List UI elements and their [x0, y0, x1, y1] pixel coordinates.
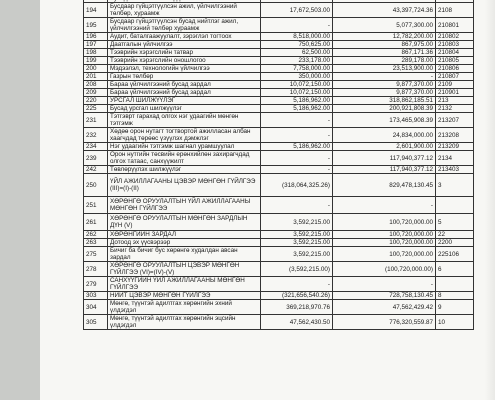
- amount-previous-cell: 200,921,808.39: [333, 105, 436, 113]
- amount-previous-cell: 47,562,429.42: [333, 300, 436, 315]
- row-number-cell: 209: [84, 89, 108, 97]
- row-code-cell: 8: [436, 292, 474, 300]
- amount-previous-cell: 318,862,185.51: [333, 97, 436, 105]
- row-label-cell: Бараа үйлчилгээний бусад зардал: [108, 81, 261, 89]
- amount-previous-cell: 173,465,908.39: [333, 113, 436, 128]
- row-number-cell: 239: [84, 151, 108, 166]
- amount-current-cell: 3,592,215.00: [261, 214, 333, 231]
- amount-previous-cell: 9,877,370.00: [333, 81, 436, 89]
- row-number-cell: 195: [84, 18, 108, 33]
- row-number-cell: 242: [84, 166, 108, 174]
- amount-previous-cell: 12,782,200.00: [333, 33, 436, 41]
- row-label-cell: УРСГАЛ ШИЛЖҮҮЛЭГ: [108, 97, 261, 105]
- cash-flow-table-body: [84, 0, 474, 330]
- row-label-cell: Бараа үйлчилгээний бусад зардал: [108, 89, 261, 97]
- row-number-cell: 305: [84, 315, 108, 330]
- amount-current-cell: -: [261, 128, 333, 143]
- row-label-cell: Тэтгэврт гарахад олгох нэг удаагийн мөнгөн тэтгэмж: [108, 113, 261, 128]
- amount-current-cell: -: [261, 277, 333, 292]
- row-code-cell: 213403: [436, 166, 474, 174]
- amount-previous-cell: 289,178.00: [333, 57, 436, 65]
- row-number-cell: 275: [84, 247, 108, 262]
- amount-previous-cell: 117,940,377.12: [333, 151, 436, 166]
- table-row: [84, 105, 474, 113]
- row-code-cell: 210805: [436, 57, 474, 65]
- row-code-cell: 210806: [436, 65, 474, 73]
- row-label-cell: Орон нутгийн төсвийн ерөнхийлөн захирагчдад олгох татаас, санхүүжилт: [108, 151, 261, 166]
- row-number-cell: 278: [84, 262, 108, 277]
- row-number-cell: 251: [84, 197, 108, 214]
- row-code-cell: 210804: [436, 49, 474, 57]
- table-row: [84, 97, 474, 105]
- row-label-cell: Даатгалын үйлчилгээ: [108, 41, 261, 49]
- table-row: [84, 49, 474, 57]
- amount-current-cell: -: [261, 113, 333, 128]
- amount-current-cell: -: [261, 18, 333, 33]
- amount-previous-cell: 100,720,000.00: [333, 231, 436, 239]
- row-code-cell: 213209: [436, 143, 474, 151]
- row-number-cell: 199: [84, 57, 108, 65]
- table-row: [84, 231, 474, 239]
- row-number-cell: 194: [84, 3, 108, 18]
- table-row: [84, 33, 474, 41]
- amount-current-cell: 233,178.00: [261, 57, 333, 65]
- amount-previous-cell: 100,720,000.00: [333, 239, 436, 247]
- amount-previous-cell: 2,601,900.00: [333, 143, 436, 151]
- amount-current-cell: 3,592,215.00: [261, 239, 333, 247]
- row-label-cell: Хөдөө орон нутагт тогтвортой ажилласан албан хаагчдад төрөөс үзүүлэх дэмжлэг: [108, 128, 261, 143]
- table-row: [84, 73, 474, 81]
- amount-previous-cell: 867,171.36: [333, 49, 436, 57]
- table-row: [84, 197, 474, 214]
- row-number-cell: 231: [84, 113, 108, 128]
- amount-current-cell: -: [261, 151, 333, 166]
- row-label-cell: ХӨРӨНГӨ ОРУУЛАЛТЫН МӨНГӨН ЗАРДЛЫН ДҮН (V): [108, 214, 261, 231]
- amount-current-cell: 10,072,150.00: [261, 89, 333, 97]
- row-code-cell: 22: [436, 231, 474, 239]
- row-label-cell: ХӨРӨНГИЙН ЗАРДАЛ: [108, 231, 261, 239]
- row-label-cell: ҮЙЛ АЖИЛЛАГААНЫ ЦЭВЭР МӨНГӨН ГҮЙЛГЭЭ (III)=(I)-(II): [108, 174, 261, 197]
- row-label-cell: Нэг удаагийн тэтгэмж шагнал урамшуулал: [108, 143, 261, 151]
- row-label-cell: Дотоод эх үүсвэрээр: [108, 239, 261, 247]
- row-label-cell: НИЙТ ЦЭВЭР МӨНГӨН ГҮЙЛГЭЭ: [108, 292, 261, 300]
- row-number-cell: 201: [84, 73, 108, 81]
- amount-current-cell: 17,672,503.00: [261, 3, 333, 18]
- table-row: [84, 128, 474, 143]
- row-label-cell: Бусдаар гүйцэтгүүлсэн ажил, үйлчилгээний төлбөр, хураамж: [108, 3, 261, 18]
- amount-current-cell: 350,000.00: [261, 73, 333, 81]
- amount-previous-cell: -: [333, 277, 436, 292]
- table-row: [84, 315, 474, 330]
- row-code-cell: 210801: [436, 18, 474, 33]
- table-row: [84, 89, 474, 97]
- table-row: [84, 18, 474, 33]
- row-number-cell: 263: [84, 239, 108, 247]
- row-code-cell: [436, 277, 474, 292]
- row-code-cell: 9: [436, 300, 474, 315]
- amount-previous-cell: 24,834,000.00: [333, 128, 436, 143]
- table-row: [84, 151, 474, 166]
- amount-previous-cell: 117,940,377.12: [333, 166, 436, 174]
- table-row: [84, 292, 474, 300]
- row-number-cell: 196: [84, 33, 108, 41]
- amount-current-cell: (321,656,540.26): [261, 292, 333, 300]
- row-number-cell: 303: [84, 292, 108, 300]
- row-label-cell: Мөнгө, түүнтэй адилтгах хөрөнгийн эцсийн үлдэгдэл: [108, 315, 261, 330]
- row-label-cell: ХӨРӨНГӨ ОРУУЛАЛТЫН ҮЙЛ АЖИЛЛАГААНЫ МӨНГӨН ГҮЙЛГЭЭ: [108, 197, 261, 214]
- amount-current-cell: -: [261, 166, 333, 174]
- row-code-cell: 6: [436, 262, 474, 277]
- amount-previous-cell: -: [333, 73, 436, 81]
- amount-current-cell: 5,186,962.00: [261, 143, 333, 151]
- row-code-cell: 2134: [436, 151, 474, 166]
- row-code-cell: 210901: [436, 89, 474, 97]
- row-number-cell: 304: [84, 300, 108, 315]
- row-label-cell: Бичиг ба бичиг бус хөрөнгө худалдан авсан зардал: [108, 247, 261, 262]
- row-number-cell: 234: [84, 143, 108, 151]
- row-number-cell: 198: [84, 49, 108, 57]
- row-code-cell: 2132: [436, 105, 474, 113]
- page-edge-shadow: [485, 0, 495, 400]
- row-code-cell: 210807: [436, 73, 474, 81]
- table-row: [84, 81, 474, 89]
- cash-flow-table: [83, 0, 474, 330]
- row-code-cell: 210803: [436, 41, 474, 49]
- amount-current-cell: (3,592,215.00): [261, 262, 333, 277]
- table-row: [84, 3, 474, 18]
- row-code-cell: 2200: [436, 239, 474, 247]
- row-code-cell: 3: [436, 174, 474, 197]
- row-code-cell: 10: [436, 315, 474, 330]
- table-row: [84, 65, 474, 73]
- amount-previous-cell: 100,720,000.00: [333, 214, 436, 231]
- row-code-cell: 210802: [436, 33, 474, 41]
- amount-current-cell: 3,592,215.00: [261, 247, 333, 262]
- row-number-cell: 262: [84, 231, 108, 239]
- amount-previous-cell: 100,720,000.00: [333, 247, 436, 262]
- amount-previous-cell: 5,077,300.00: [333, 18, 436, 33]
- row-label-cell: Төвлөрүүлэх шилжүүлэг: [108, 166, 261, 174]
- table-row: [84, 247, 474, 262]
- amount-current-cell: 8,518,000.00: [261, 33, 333, 41]
- table-row: [84, 262, 474, 277]
- table-row: [84, 143, 474, 151]
- row-code-cell: 5: [436, 214, 474, 231]
- table-row: [84, 239, 474, 247]
- amount-current-cell: 62,500.00: [261, 49, 333, 57]
- table-row: [84, 41, 474, 49]
- row-number-cell: 200: [84, 65, 108, 73]
- amount-previous-cell: 776,320,559.87: [333, 315, 436, 330]
- table-row: [84, 113, 474, 128]
- amount-current-cell: -: [261, 197, 333, 214]
- row-code-cell: 213208: [436, 128, 474, 143]
- amount-previous-cell: 43,397,724.36: [333, 3, 436, 18]
- table-row: [84, 174, 474, 197]
- row-number-cell: 197: [84, 41, 108, 49]
- amount-previous-cell: 728,758,130.45: [333, 292, 436, 300]
- amount-current-cell: 5,186,962.00: [261, 97, 333, 105]
- row-label-cell: Бусдаар гүйцэтгүүлсэн бусад нийтлэг ажил, үйлчилгээний төлбөр хураамж: [108, 18, 261, 33]
- amount-previous-cell: -: [333, 197, 436, 214]
- amount-previous-cell: 23,513,900.00: [333, 65, 436, 73]
- amount-current-cell: 10,072,150.00: [261, 81, 333, 89]
- amount-current-cell: 3,592,215.00: [261, 231, 333, 239]
- row-number-cell: 232: [84, 128, 108, 143]
- table-row: [84, 277, 474, 292]
- amount-current-cell: 47,562,430.50: [261, 315, 333, 330]
- row-code-cell: 225106: [436, 247, 474, 262]
- amount-previous-cell: 9,877,370.00: [333, 89, 436, 97]
- row-code-cell: [436, 197, 474, 214]
- amount-current-cell: 750,625.00: [261, 41, 333, 49]
- row-number-cell: 220: [84, 97, 108, 105]
- row-code-cell: 213207: [436, 113, 474, 128]
- row-label-cell: Тээврийн хэрэгслийн татвар: [108, 49, 261, 57]
- row-label-cell: ХӨРӨНГӨ ОРУУЛАЛТЫН ЦЭВЭР МӨНГӨН ГҮЙЛГЭЭ (VI)=(IV)-(V): [108, 262, 261, 277]
- amount-current-cell: (318,064,325.26): [261, 174, 333, 197]
- table-row: [84, 214, 474, 231]
- amount-previous-cell: 867,975.00: [333, 41, 436, 49]
- row-label-cell: САНХҮҮГИЙН ҮЙЛ АЖИЛЛАГААНЫ МӨНГӨН ГҮЙЛГЭЭ: [108, 277, 261, 292]
- amount-previous-cell: 829,478,130.45: [333, 174, 436, 197]
- amount-previous-cell: (100,720,000.00): [333, 262, 436, 277]
- row-code-cell: 2108: [436, 3, 474, 18]
- row-number-cell: 250: [84, 174, 108, 197]
- row-label-cell: Тээврийн хэрэгслийн оношлогоо: [108, 57, 261, 65]
- row-number-cell: 225: [84, 105, 108, 113]
- row-label-cell: Мөнгө, түүнтэй адилтгах хөрөнгийн эхний үлдэгдэл: [108, 300, 261, 315]
- row-label-cell: Аудит, баталгаажуулалт, зэрэглэл тогтоох: [108, 33, 261, 41]
- row-label-cell: Мэдээлэл, технологийн үйлчилгээ: [108, 65, 261, 73]
- row-label-cell: Газрын төлбөр: [108, 73, 261, 81]
- table-row: [84, 300, 474, 315]
- table-row: [84, 57, 474, 65]
- row-number-cell: 208: [84, 81, 108, 89]
- row-code-cell: 2109: [436, 81, 474, 89]
- row-number-cell: 261: [84, 214, 108, 231]
- row-label-cell: Бусад урсгал шилжүүлэг: [108, 105, 261, 113]
- amount-current-cell: 7,758,000.00: [261, 65, 333, 73]
- table-row: [84, 166, 474, 174]
- amount-current-cell: 5,186,962.00: [261, 105, 333, 113]
- amount-current-cell: 369,218,970.76: [261, 300, 333, 315]
- row-code-cell: 213: [436, 97, 474, 105]
- row-number-cell: 279: [84, 277, 108, 292]
